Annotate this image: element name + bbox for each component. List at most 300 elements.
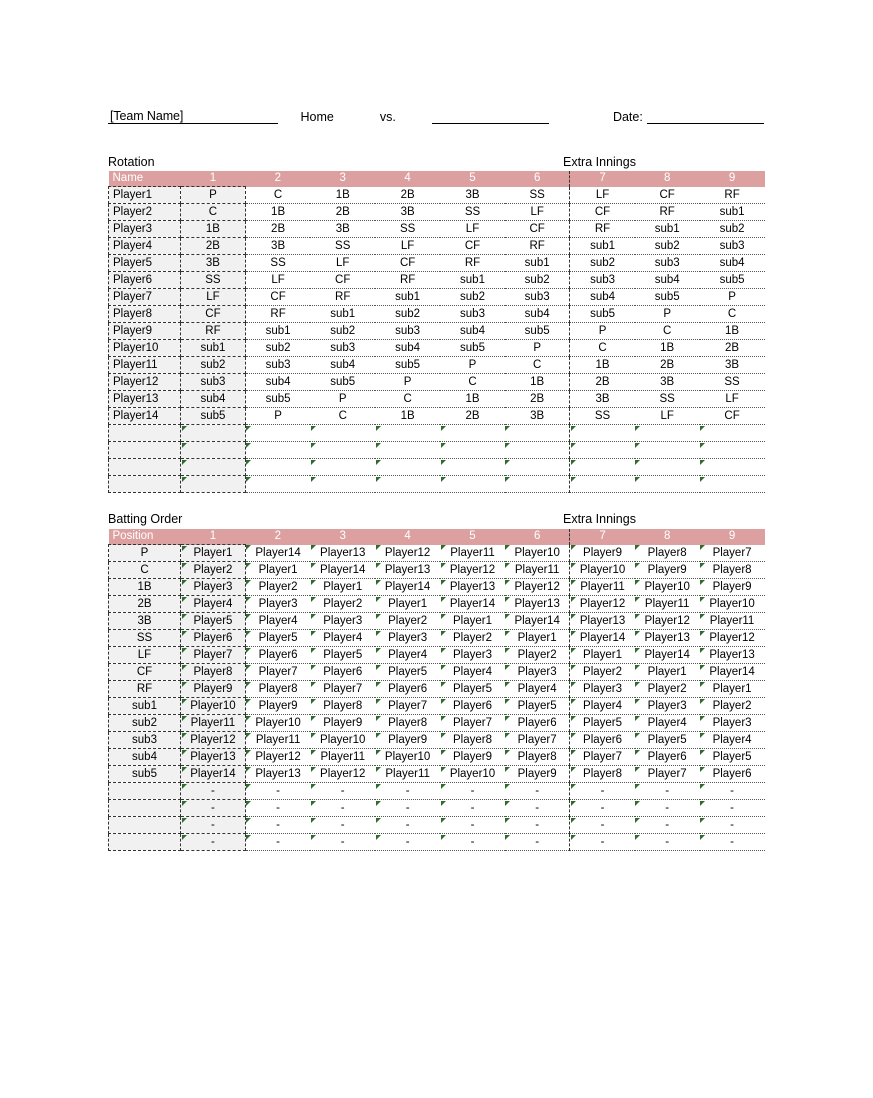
batting-order-cell[interactable]: Player4: [375, 647, 440, 664]
batting-order-cell[interactable]: Player11: [700, 613, 765, 630]
rotation-cell[interactable]: sub1: [310, 306, 375, 323]
batting-order-cell[interactable]: Player14: [181, 766, 246, 783]
rotation-cell[interactable]: P: [700, 289, 765, 306]
rotation-cell[interactable]: [700, 459, 765, 476]
rotation-cell[interactable]: SS: [375, 221, 440, 238]
batting-order-position-cell[interactable]: RF: [109, 681, 181, 698]
rotation-player-name-cell[interactable]: Player1: [109, 187, 181, 204]
rotation-cell[interactable]: 1B: [570, 357, 635, 374]
rotation-player-name-cell[interactable]: Player13: [109, 391, 181, 408]
batting-order-cell[interactable]: Player10: [310, 732, 375, 749]
batting-order-cell[interactable]: Player3: [505, 664, 570, 681]
rotation-cell[interactable]: [310, 459, 375, 476]
rotation-player-name-cell[interactable]: [109, 442, 181, 459]
rotation-cell[interactable]: sub5: [181, 408, 246, 425]
rotation-cell[interactable]: P: [505, 340, 570, 357]
rotation-cell[interactable]: SS: [700, 374, 765, 391]
rotation-cell[interactable]: 2B: [570, 374, 635, 391]
rotation-cell[interactable]: sub2: [181, 357, 246, 374]
batting-order-cell[interactable]: Player9: [375, 732, 440, 749]
rotation-cell[interactable]: CF: [310, 272, 375, 289]
rotation-cell[interactable]: 1B: [440, 391, 505, 408]
batting-order-cell[interactable]: -: [635, 817, 700, 834]
rotation-cell[interactable]: sub4: [245, 374, 310, 391]
rotation-cell[interactable]: C: [181, 204, 246, 221]
batting-order-cell[interactable]: Player2: [440, 630, 505, 647]
batting-order-cell[interactable]: Player10: [245, 715, 310, 732]
rotation-cell[interactable]: C: [245, 187, 310, 204]
batting-order-cell[interactable]: Player4: [570, 698, 635, 715]
batting-order-cell[interactable]: Player1: [635, 664, 700, 681]
rotation-cell[interactable]: sub2: [375, 306, 440, 323]
rotation-cell[interactable]: sub5: [635, 289, 700, 306]
rotation-cell[interactable]: sub1: [440, 272, 505, 289]
batting-order-cell[interactable]: Player13: [700, 647, 765, 664]
batting-order-cell[interactable]: Player13: [375, 562, 440, 579]
batting-order-cell[interactable]: Player3: [700, 715, 765, 732]
batting-order-cell[interactable]: Player9: [245, 698, 310, 715]
rotation-cell[interactable]: sub1: [570, 238, 635, 255]
rotation-cell[interactable]: sub5: [375, 357, 440, 374]
rotation-cell[interactable]: RF: [440, 255, 505, 272]
rotation-cell[interactable]: SS: [245, 255, 310, 272]
rotation-cell[interactable]: sub5: [570, 306, 635, 323]
batting-order-cell[interactable]: -: [245, 783, 310, 800]
batting-order-cell[interactable]: -: [375, 834, 440, 851]
batting-order-cell[interactable]: -: [245, 817, 310, 834]
rotation-cell[interactable]: sub5: [700, 272, 765, 289]
rotation-cell[interactable]: P: [635, 306, 700, 323]
batting-order-cell[interactable]: -: [570, 783, 635, 800]
batting-order-cell[interactable]: Player14: [310, 562, 375, 579]
rotation-cell[interactable]: P: [440, 357, 505, 374]
batting-order-position-cell[interactable]: C: [109, 562, 181, 579]
batting-order-cell[interactable]: Player4: [635, 715, 700, 732]
rotation-cell[interactable]: RF: [310, 289, 375, 306]
batting-order-cell[interactable]: Player8: [570, 766, 635, 783]
batting-order-cell[interactable]: -: [700, 834, 765, 851]
batting-order-position-cell[interactable]: [109, 800, 181, 817]
rotation-cell[interactable]: [570, 459, 635, 476]
rotation-cell[interactable]: [505, 442, 570, 459]
rotation-cell[interactable]: sub2: [700, 221, 765, 238]
rotation-cell[interactable]: [440, 425, 505, 442]
rotation-player-name-cell[interactable]: Player8: [109, 306, 181, 323]
rotation-player-name-cell[interactable]: Player5: [109, 255, 181, 272]
batting-order-cell[interactable]: Player2: [245, 579, 310, 596]
rotation-cell[interactable]: 2B: [181, 238, 246, 255]
batting-order-cell[interactable]: Player3: [310, 613, 375, 630]
batting-order-cell[interactable]: -: [700, 817, 765, 834]
rotation-cell[interactable]: sub3: [505, 289, 570, 306]
rotation-cell[interactable]: C: [700, 306, 765, 323]
rotation-cell[interactable]: CF: [181, 306, 246, 323]
batting-order-cell[interactable]: Player2: [635, 681, 700, 698]
rotation-player-name-cell[interactable]: Player6: [109, 272, 181, 289]
rotation-cell[interactable]: [181, 459, 246, 476]
rotation-cell[interactable]: sub1: [181, 340, 246, 357]
batting-order-cell[interactable]: Player5: [181, 613, 246, 630]
rotation-cell[interactable]: [245, 476, 310, 493]
rotation-player-name-cell[interactable]: Player7: [109, 289, 181, 306]
batting-order-cell[interactable]: Player12: [505, 579, 570, 596]
rotation-cell[interactable]: [700, 442, 765, 459]
batting-order-cell[interactable]: Player11: [310, 749, 375, 766]
rotation-cell[interactable]: [570, 476, 635, 493]
rotation-cell[interactable]: RF: [505, 238, 570, 255]
batting-order-cell[interactable]: -: [245, 800, 310, 817]
batting-order-cell[interactable]: -: [440, 800, 505, 817]
batting-order-cell[interactable]: Player9: [700, 579, 765, 596]
batting-order-cell[interactable]: -: [310, 800, 375, 817]
rotation-cell[interactable]: sub1: [245, 323, 310, 340]
rotation-cell[interactable]: sub4: [440, 323, 505, 340]
rotation-cell[interactable]: LF: [310, 255, 375, 272]
batting-order-position-cell[interactable]: LF: [109, 647, 181, 664]
batting-order-cell[interactable]: Player4: [245, 613, 310, 630]
rotation-cell[interactable]: [375, 442, 440, 459]
rotation-cell[interactable]: 2B: [375, 187, 440, 204]
batting-order-cell[interactable]: Player7: [310, 681, 375, 698]
rotation-cell[interactable]: sub2: [570, 255, 635, 272]
batting-order-cell[interactable]: Player10: [375, 749, 440, 766]
rotation-cell[interactable]: 3B: [635, 374, 700, 391]
rotation-cell[interactable]: [505, 476, 570, 493]
batting-order-cell[interactable]: -: [181, 800, 246, 817]
rotation-cell[interactable]: [570, 425, 635, 442]
rotation-cell[interactable]: P: [375, 374, 440, 391]
rotation-cell[interactable]: sub2: [635, 238, 700, 255]
rotation-cell[interactable]: SS: [181, 272, 246, 289]
batting-order-cell[interactable]: Player9: [635, 562, 700, 579]
rotation-cell[interactable]: RF: [375, 272, 440, 289]
rotation-cell[interactable]: sub5: [310, 374, 375, 391]
rotation-cell[interactable]: P: [181, 187, 246, 204]
rotation-cell[interactable]: C: [310, 408, 375, 425]
rotation-cell[interactable]: 3B: [310, 221, 375, 238]
batting-order-cell[interactable]: Player2: [700, 698, 765, 715]
rotation-cell[interactable]: 1B: [181, 221, 246, 238]
rotation-cell[interactable]: [375, 459, 440, 476]
batting-order-position-cell[interactable]: sub1: [109, 698, 181, 715]
rotation-cell[interactable]: sub3: [440, 306, 505, 323]
batting-order-cell[interactable]: Player1: [375, 596, 440, 613]
batting-order-cell[interactable]: Player2: [181, 562, 246, 579]
batting-order-cell[interactable]: Player14: [700, 664, 765, 681]
rotation-cell[interactable]: LF: [570, 187, 635, 204]
rotation-cell[interactable]: LF: [700, 391, 765, 408]
batting-order-cell[interactable]: Player11: [570, 579, 635, 596]
rotation-cell[interactable]: 1B: [375, 408, 440, 425]
rotation-cell[interactable]: sub4: [570, 289, 635, 306]
batting-order-cell[interactable]: Player7: [635, 766, 700, 783]
rotation-cell[interactable]: sub2: [440, 289, 505, 306]
batting-order-cell[interactable]: Player6: [310, 664, 375, 681]
batting-order-cell[interactable]: Player2: [505, 647, 570, 664]
rotation-cell[interactable]: sub5: [440, 340, 505, 357]
opponent-field[interactable]: [432, 106, 549, 124]
batting-order-cell[interactable]: Player7: [440, 715, 505, 732]
rotation-cell[interactable]: 1B: [635, 340, 700, 357]
batting-order-cell[interactable]: Player9: [310, 715, 375, 732]
rotation-cell[interactable]: RF: [570, 221, 635, 238]
rotation-cell[interactable]: P: [310, 391, 375, 408]
batting-order-position-cell[interactable]: sub3: [109, 732, 181, 749]
batting-order-cell[interactable]: Player8: [505, 749, 570, 766]
rotation-cell[interactable]: 1B: [245, 204, 310, 221]
batting-order-cell[interactable]: Player6: [440, 698, 505, 715]
rotation-cell[interactable]: sub5: [505, 323, 570, 340]
batting-order-cell[interactable]: Player8: [245, 681, 310, 698]
batting-order-position-cell[interactable]: [109, 834, 181, 851]
rotation-cell[interactable]: [375, 476, 440, 493]
rotation-cell[interactable]: sub2: [505, 272, 570, 289]
batting-order-cell[interactable]: Player6: [245, 647, 310, 664]
rotation-cell[interactable]: 3B: [505, 408, 570, 425]
batting-order-cell[interactable]: -: [700, 783, 765, 800]
batting-order-cell[interactable]: Player9: [181, 681, 246, 698]
rotation-cell[interactable]: [440, 459, 505, 476]
rotation-cell[interactable]: sub1: [700, 204, 765, 221]
rotation-cell[interactable]: C: [635, 323, 700, 340]
rotation-cell[interactable]: P: [245, 408, 310, 425]
rotation-cell[interactable]: CF: [570, 204, 635, 221]
rotation-cell[interactable]: [505, 425, 570, 442]
rotation-cell[interactable]: 3B: [375, 204, 440, 221]
rotation-cell[interactable]: CF: [375, 255, 440, 272]
rotation-cell[interactable]: P: [570, 323, 635, 340]
batting-order-cell[interactable]: Player3: [440, 647, 505, 664]
team-name-field[interactable]: [Team Name]: [108, 106, 278, 124]
rotation-cell[interactable]: sub1: [635, 221, 700, 238]
batting-order-cell[interactable]: -: [570, 834, 635, 851]
rotation-cell[interactable]: 2B: [440, 408, 505, 425]
rotation-player-name-cell[interactable]: [109, 425, 181, 442]
batting-order-cell[interactable]: Player12: [570, 596, 635, 613]
rotation-cell[interactable]: [570, 442, 635, 459]
rotation-cell[interactable]: CF: [245, 289, 310, 306]
rotation-cell[interactable]: [635, 425, 700, 442]
batting-order-cell[interactable]: -: [310, 783, 375, 800]
batting-order-cell[interactable]: Player10: [181, 698, 246, 715]
rotation-cell[interactable]: C: [440, 374, 505, 391]
batting-order-cell[interactable]: Player6: [375, 681, 440, 698]
rotation-cell[interactable]: sub3: [245, 357, 310, 374]
rotation-player-name-cell[interactable]: [109, 459, 181, 476]
batting-order-cell[interactable]: -: [570, 817, 635, 834]
batting-order-cell[interactable]: Player10: [700, 596, 765, 613]
batting-order-cell[interactable]: Player4: [181, 596, 246, 613]
batting-order-cell[interactable]: Player5: [505, 698, 570, 715]
batting-order-cell[interactable]: Player6: [505, 715, 570, 732]
batting-order-cell[interactable]: Player9: [570, 545, 635, 562]
rotation-cell[interactable]: SS: [505, 187, 570, 204]
rotation-player-name-cell[interactable]: Player12: [109, 374, 181, 391]
batting-order-cell[interactable]: Player7: [700, 545, 765, 562]
batting-order-cell[interactable]: Player6: [635, 749, 700, 766]
batting-order-cell[interactable]: Player11: [245, 732, 310, 749]
batting-order-cell[interactable]: -: [181, 834, 246, 851]
rotation-cell[interactable]: sub1: [375, 289, 440, 306]
rotation-player-name-cell[interactable]: Player10: [109, 340, 181, 357]
batting-order-cell[interactable]: Player13: [181, 749, 246, 766]
rotation-cell[interactable]: sub1: [505, 255, 570, 272]
rotation-cell[interactable]: SS: [310, 238, 375, 255]
batting-order-cell[interactable]: Player13: [245, 766, 310, 783]
batting-order-cell[interactable]: -: [310, 817, 375, 834]
rotation-cell[interactable]: 2B: [245, 221, 310, 238]
rotation-cell[interactable]: [310, 476, 375, 493]
date-field[interactable]: [647, 106, 764, 124]
batting-order-cell[interactable]: Player5: [440, 681, 505, 698]
batting-order-cell[interactable]: Player11: [505, 562, 570, 579]
batting-order-cell[interactable]: Player1: [440, 613, 505, 630]
batting-order-cell[interactable]: Player13: [440, 579, 505, 596]
rotation-cell[interactable]: 2B: [505, 391, 570, 408]
batting-order-cell[interactable]: Player12: [635, 613, 700, 630]
rotation-cell[interactable]: CF: [505, 221, 570, 238]
rotation-player-name-cell[interactable]: [109, 476, 181, 493]
batting-order-cell[interactable]: Player12: [181, 732, 246, 749]
batting-order-cell[interactable]: Player11: [440, 545, 505, 562]
batting-order-cell[interactable]: Player8: [635, 545, 700, 562]
rotation-cell[interactable]: LF: [181, 289, 246, 306]
rotation-cell[interactable]: [245, 459, 310, 476]
batting-order-cell[interactable]: -: [440, 834, 505, 851]
rotation-cell[interactable]: sub4: [700, 255, 765, 272]
batting-order-cell[interactable]: Player4: [440, 664, 505, 681]
batting-order-cell[interactable]: -: [440, 783, 505, 800]
rotation-cell[interactable]: [181, 425, 246, 442]
batting-order-cell[interactable]: Player3: [570, 681, 635, 698]
rotation-player-name-cell[interactable]: Player9: [109, 323, 181, 340]
rotation-cell[interactable]: sub4: [375, 340, 440, 357]
batting-order-position-cell[interactable]: 1B: [109, 579, 181, 596]
rotation-cell[interactable]: sub3: [181, 374, 246, 391]
batting-order-cell[interactable]: Player1: [570, 647, 635, 664]
rotation-player-name-cell[interactable]: Player3: [109, 221, 181, 238]
batting-order-cell[interactable]: Player10: [635, 579, 700, 596]
rotation-cell[interactable]: sub5: [245, 391, 310, 408]
batting-order-cell[interactable]: Player1: [181, 545, 246, 562]
rotation-cell[interactable]: [440, 442, 505, 459]
batting-order-cell[interactable]: Player7: [245, 664, 310, 681]
rotation-cell[interactable]: C: [505, 357, 570, 374]
rotation-cell[interactable]: [635, 476, 700, 493]
batting-order-cell[interactable]: Player14: [570, 630, 635, 647]
batting-order-cell[interactable]: Player11: [181, 715, 246, 732]
rotation-cell[interactable]: sub4: [181, 391, 246, 408]
rotation-cell[interactable]: sub3: [700, 238, 765, 255]
rotation-cell[interactable]: sub4: [505, 306, 570, 323]
batting-order-cell[interactable]: Player5: [700, 749, 765, 766]
batting-order-cell[interactable]: Player14: [505, 613, 570, 630]
batting-order-cell[interactable]: Player8: [375, 715, 440, 732]
rotation-cell[interactable]: 3B: [181, 255, 246, 272]
rotation-cell[interactable]: SS: [635, 391, 700, 408]
batting-order-cell[interactable]: -: [375, 783, 440, 800]
batting-order-cell[interactable]: -: [181, 817, 246, 834]
rotation-cell[interactable]: 3B: [440, 187, 505, 204]
batting-order-cell[interactable]: Player7: [570, 749, 635, 766]
batting-order-cell[interactable]: Player5: [310, 647, 375, 664]
batting-order-cell[interactable]: Player12: [700, 630, 765, 647]
batting-order-position-cell[interactable]: [109, 783, 181, 800]
batting-order-cell[interactable]: Player3: [245, 596, 310, 613]
rotation-cell[interactable]: 3B: [570, 391, 635, 408]
batting-order-cell[interactable]: Player1: [310, 579, 375, 596]
rotation-cell[interactable]: sub3: [310, 340, 375, 357]
rotation-cell[interactable]: CF: [700, 408, 765, 425]
rotation-cell[interactable]: 2B: [635, 357, 700, 374]
rotation-cell[interactable]: [245, 425, 310, 442]
rotation-cell[interactable]: [375, 425, 440, 442]
rotation-cell[interactable]: sub4: [635, 272, 700, 289]
batting-order-position-cell[interactable]: 2B: [109, 596, 181, 613]
rotation-cell[interactable]: 2B: [310, 204, 375, 221]
batting-order-cell[interactable]: -: [505, 817, 570, 834]
batting-order-cell[interactable]: Player14: [375, 579, 440, 596]
batting-order-cell[interactable]: -: [505, 783, 570, 800]
batting-order-cell[interactable]: -: [635, 834, 700, 851]
batting-order-cell[interactable]: Player3: [375, 630, 440, 647]
batting-order-position-cell[interactable]: CF: [109, 664, 181, 681]
rotation-cell[interactable]: [310, 425, 375, 442]
rotation-cell[interactable]: RF: [700, 187, 765, 204]
rotation-cell[interactable]: CF: [440, 238, 505, 255]
rotation-cell[interactable]: CF: [635, 187, 700, 204]
batting-order-cell[interactable]: Player4: [505, 681, 570, 698]
batting-order-cell[interactable]: Player11: [635, 596, 700, 613]
rotation-cell[interactable]: RF: [635, 204, 700, 221]
batting-order-cell[interactable]: Player8: [181, 664, 246, 681]
rotation-cell[interactable]: 3B: [700, 357, 765, 374]
batting-order-cell[interactable]: Player11: [375, 766, 440, 783]
batting-order-cell[interactable]: Player9: [440, 749, 505, 766]
batting-order-cell[interactable]: -: [181, 783, 246, 800]
batting-order-cell[interactable]: -: [245, 834, 310, 851]
rotation-cell[interactable]: [440, 476, 505, 493]
batting-order-cell[interactable]: Player12: [440, 562, 505, 579]
rotation-cell[interactable]: sub2: [310, 323, 375, 340]
batting-order-cell[interactable]: Player5: [375, 664, 440, 681]
batting-order-position-cell[interactable]: sub5: [109, 766, 181, 783]
rotation-cell[interactable]: LF: [245, 272, 310, 289]
batting-order-cell[interactable]: -: [375, 817, 440, 834]
batting-order-cell[interactable]: Player14: [440, 596, 505, 613]
batting-order-cell[interactable]: -: [440, 817, 505, 834]
batting-order-cell[interactable]: Player2: [375, 613, 440, 630]
batting-order-cell[interactable]: Player8: [700, 562, 765, 579]
batting-order-cell[interactable]: Player9: [505, 766, 570, 783]
batting-order-cell[interactable]: Player14: [635, 647, 700, 664]
batting-order-cell[interactable]: Player2: [310, 596, 375, 613]
rotation-cell[interactable]: C: [570, 340, 635, 357]
batting-order-cell[interactable]: Player5: [245, 630, 310, 647]
batting-order-cell[interactable]: Player3: [635, 698, 700, 715]
rotation-cell[interactable]: 1B: [310, 187, 375, 204]
batting-order-cell[interactable]: Player8: [440, 732, 505, 749]
rotation-cell[interactable]: 1B: [505, 374, 570, 391]
rotation-cell[interactable]: [505, 459, 570, 476]
batting-order-cell[interactable]: Player2: [570, 664, 635, 681]
batting-order-position-cell[interactable]: SS: [109, 630, 181, 647]
batting-order-cell[interactable]: -: [375, 800, 440, 817]
rotation-cell[interactable]: LF: [440, 221, 505, 238]
batting-order-cell[interactable]: -: [310, 834, 375, 851]
batting-order-cell[interactable]: Player7: [375, 698, 440, 715]
rotation-cell[interactable]: [700, 425, 765, 442]
